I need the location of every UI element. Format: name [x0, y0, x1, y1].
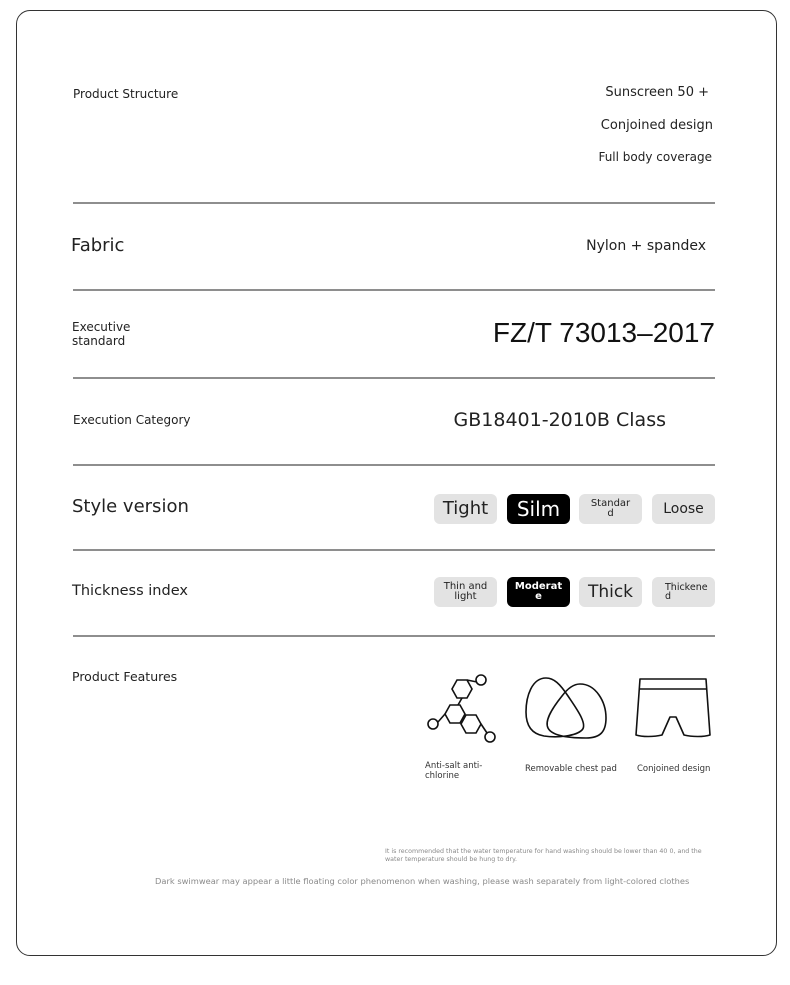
executive-standard-value: FZ/T 73013–2017 — [492, 317, 715, 348]
divider — [73, 202, 715, 204]
style-option-silm-label: Silm — [516, 497, 561, 521]
molecule-icon — [425, 672, 500, 744]
fabric-value: Nylon + spandex — [586, 238, 706, 254]
execution-category-value: GB18401-2010B Class — [453, 409, 666, 431]
feature-caption-chest-pad: Removable chest pad — [525, 764, 617, 774]
divider — [73, 549, 715, 551]
style-option-tight-label: Tight — [442, 498, 489, 519]
execution-category-label: Execution Category — [73, 413, 191, 427]
thickness-option-moderate-label: Moderat e — [514, 581, 563, 602]
thickness-option-thick[interactable] — [579, 577, 642, 607]
feature-caption-conjoined: Conjoined design — [637, 764, 711, 774]
thickness-index-label: Thickness index — [72, 583, 188, 599]
divider — [73, 635, 715, 637]
style-option-standard-label: Standar d — [590, 498, 631, 519]
chest-pad-icon — [524, 674, 610, 742]
divider — [73, 289, 715, 291]
style-option-standard[interactable] — [579, 494, 642, 524]
dark-wash-note: Dark swimwear may appear a little floating color phenomenon when washing, please wash separately from light-colored clothes — [155, 876, 690, 886]
product-features-label: Product Features — [72, 669, 178, 684]
shorts-icon — [634, 677, 712, 739]
executive-standard-label-line1: Executive — [72, 320, 131, 334]
thickness-option-moderate[interactable] — [507, 577, 570, 607]
thickness-option-thick-label: Thick — [587, 581, 634, 602]
thickness-option-thickened-label: Thickene d — [665, 581, 708, 602]
feature-sunscreen: Sunscreen 50 + — [605, 85, 709, 100]
thickness-option-thin-label: Thin and light — [443, 581, 488, 602]
style-option-tight[interactable] — [434, 494, 497, 524]
washing-temperature-note: It is recommended that the water temperature for hand washing should be lower than 40 0, and the water temperature should be hung to dry. — [385, 848, 702, 863]
style-version-label: Style version — [72, 496, 189, 517]
fabric-label: Fabric — [71, 235, 125, 256]
divider — [73, 464, 715, 466]
executive-standard-label-line2: standard — [72, 334, 126, 348]
divider — [73, 377, 715, 379]
thickness-option-thin[interactable] — [434, 577, 497, 607]
product-structure-label: Product Structure — [73, 87, 179, 101]
style-option-loose[interactable] — [652, 494, 715, 524]
thickness-option-thickened[interactable] — [652, 577, 715, 607]
style-option-silm[interactable] — [507, 494, 570, 524]
feature-caption-anti-salt: Anti-salt anti- chlorine — [425, 761, 483, 781]
feature-full-body: Full body coverage — [598, 150, 712, 164]
feature-conjoined: Conjoined design — [600, 118, 713, 133]
style-option-loose-label: Loose — [663, 501, 704, 517]
executive-standard-label — [72, 320, 130, 348]
